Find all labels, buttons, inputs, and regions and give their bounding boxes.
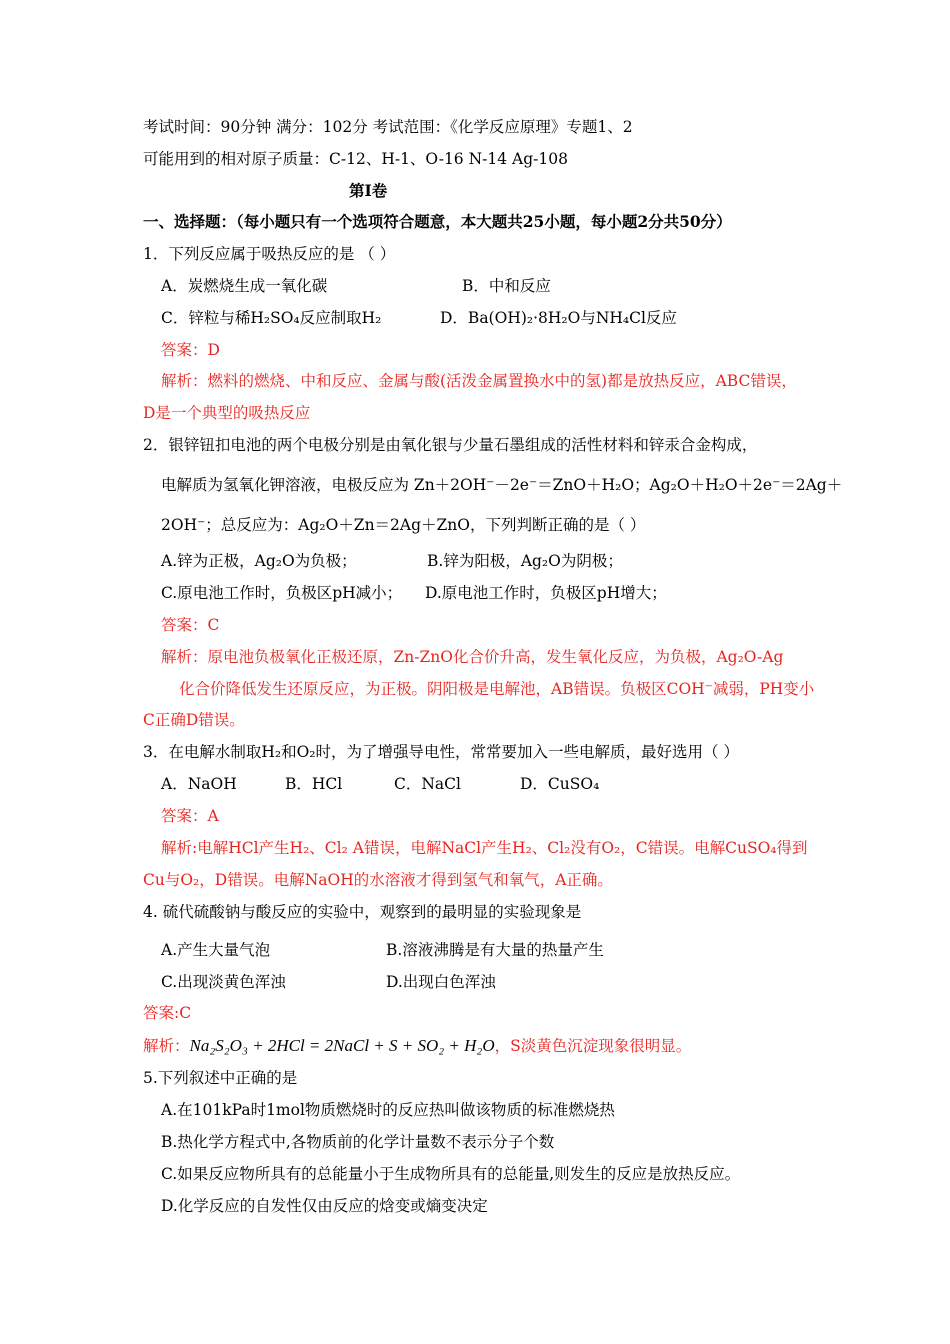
q4-option-b: B.溶液沸腾是有大量的热量产生 bbox=[386, 941, 604, 959]
exam-info: 考试时间：90分钟 满分：102分 考试范围：《化学反应原理》专题1、2 bbox=[143, 118, 633, 136]
q1-analysis-line2: D是一个典型的吸热反应 bbox=[143, 404, 311, 422]
q3-option-b: B．HCl bbox=[285, 775, 343, 793]
q2-answer: 答案：C bbox=[161, 616, 220, 634]
q4-option-c: C.出现淡黄色浑浊 bbox=[161, 973, 286, 991]
q5-option-b: B.热化学方程式中,各物质前的化学计量数不表示分子个数 bbox=[161, 1133, 555, 1151]
q4-analysis bbox=[143, 1036, 691, 1056]
volume-title: 第Ⅰ卷 bbox=[349, 181, 388, 200]
q4-option-a: A.产生大量气泡 bbox=[161, 941, 271, 959]
q4-analysis-text: ，S淡黄色沉淀现象很明显。 bbox=[494, 1037, 692, 1055]
q3-answer: 答案：A bbox=[161, 807, 219, 825]
q3-option-d: D．CuSO₄ bbox=[520, 775, 600, 793]
q3-stem: 3．在电解水制取H₂和O₂时，为了增强导电性，常常要加入一些电解质，最好选用（ ） bbox=[143, 743, 739, 761]
q5-option-c: C.如果反应物所具有的总能量小于生成物所具有的总能量,则发生的反应是放热反应。 bbox=[161, 1165, 741, 1183]
q3-analysis-line2: Cu与O₂，D错误。电解NaOH的水溶液才得到氢气和氧气，A正确。 bbox=[143, 871, 613, 889]
q1-option-c: C．锌粒与稀H₂SO₄反应制取H₂ bbox=[161, 309, 382, 327]
q1-analysis-line1: 解析：燃料的燃烧、中和反应、金属与酸(活泼金属置换水中的氢)都是放热反应，ABC错误， bbox=[161, 372, 797, 390]
q2-option-b: B.锌为阳极，Ag₂O为阴极； bbox=[427, 552, 623, 570]
q4-stem: 4. 硫代硫酸钠与酸反应的实验中，观察到的最明显的实验现象是 bbox=[143, 903, 582, 921]
q2-analysis-line1: 解析：原电池负极氧化正极还原，Zn-ZnO化合价升高，发生氧化反应，为负极，Ag₂O-Ag bbox=[161, 648, 784, 666]
q2-stem-line3: 2OH⁻；总反应为：Ag₂O＋Zn＝2Ag＋ZnO，下列判断正确的是（ ） bbox=[161, 516, 646, 534]
q5-stem: 5.下列叙述中正确的是 bbox=[143, 1069, 298, 1087]
q3-analysis-line1: 解析:电解HCl产生H₂、Cl₂ A错误，电解NaCl产生H₂、Cl₂没有O₂，C错误。电解CuSO₄得到 bbox=[161, 839, 808, 857]
q2-option-d: D.原电池工作时，负极区pH增大； bbox=[425, 584, 667, 602]
q1-stem: 1．下列反应属于吸热反应的是 （ ） bbox=[143, 245, 396, 263]
q2-option-c: C.原电池工作时，负极区pH减小； bbox=[161, 584, 403, 602]
atomic-mass-line: 可能用到的相对原子质量：C-12、H-1、O-16 N-14 Ag-108 bbox=[143, 150, 568, 168]
q3-option-c: C．NaCl bbox=[394, 775, 461, 793]
q1-answer: 答案：D bbox=[161, 341, 220, 359]
q2-option-a: A.锌为正极，Ag₂O为负极； bbox=[161, 552, 357, 570]
section-title: 一、选择题：（每小题只有一个选项符合题意，本大题共25小题，每小题2分共50分） bbox=[143, 212, 732, 231]
q2-stem-line2: 电解质为氢氧化钾溶液，电极反应为 Zn＋2OH⁻－2e⁻＝ZnO＋H₂O；Ag₂O＋H₂O＋2e⁻＝2Ag＋ bbox=[161, 476, 843, 494]
q2-stem-line1: 2．银锌钮扣电池的两个电极分别是由氧化银与少量石墨组成的活性材料和锌汞合金构成， bbox=[143, 436, 758, 454]
q1-option-b: B．中和反应 bbox=[462, 277, 551, 295]
q3-option-a: A．NaOH bbox=[161, 775, 237, 793]
q2-analysis-line3: C正确D错误。 bbox=[143, 711, 245, 729]
q4-analysis-label: 解析： bbox=[143, 1037, 190, 1055]
q5-option-d: D.化学反应的自发性仅由反应的焓变或熵变决定 bbox=[161, 1197, 488, 1215]
q4-equation: Na₂S₂O₃ + 2HCl = 2NaCl + S + SO₂ + H₂O bbox=[189, 1036, 495, 1055]
q4-option-d: D.出现白色浑浊 bbox=[386, 973, 496, 991]
q4-answer: 答案:C bbox=[143, 1004, 192, 1022]
q5-option-a: A.在101kPa时1mol物质燃烧时的反应热叫做该物质的标准燃烧热 bbox=[161, 1101, 615, 1119]
q1-option-a: A．炭燃烧生成一氧化碳 bbox=[161, 277, 328, 295]
q2-analysis-line2: 化合价降低发生还原反应，为正极。阴阳极是电解池，AB错误。负极区COH⁻减弱，PH变小 bbox=[179, 680, 815, 698]
q1-option-d: D．Ba(OH)₂·8H₂O与NH₄Cl反应 bbox=[440, 309, 677, 327]
